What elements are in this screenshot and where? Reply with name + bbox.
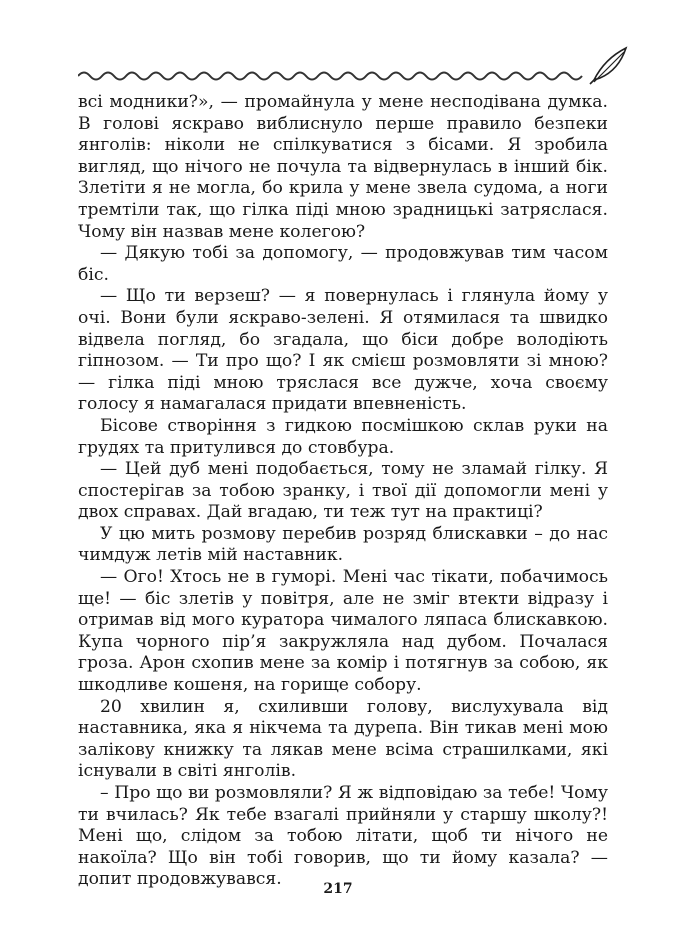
paragraph: Бісове створіння з гидкою посмішкою склав руки на грудях та притулився до стовбура. [78, 415, 608, 458]
feather-quill-icon [590, 48, 626, 84]
paragraph: 20 хвилин я, схиливши голову, вислухувала від наставника, яка я нікчема та дурепа. Він тикав мені мою залікову книжку та лякав мене всіма страшилками, які існували в світі янголів. [78, 696, 608, 782]
body-text [78, 92, 608, 891]
paragraph: – Про що ви розмовляли? Я ж відповідаю за тебе! Чому ти вчилась? Як тебе взагалі прийняли у старшу школу?! Мені що, слідом за тобою літати, щоб ти нічого не накоїла? Що він тобі говорив, що ти йому казала? — допит продовжувався. [78, 783, 608, 890]
page-number: 217 [323, 881, 353, 897]
wavy-line [78, 73, 582, 80]
paragraph: — Що ти верзеш? — я повернулась і глянула йому у очі. Вони були яскраво-зелені. Я отямилася та швидко відвела погляд, бо згадала, що біси добре володіють гіпнозом. — Ти про що? І як смієш розмовляти зі мною? — гілка піді мною тряслася все дужче, хоча своєму голосу я намагалася придати впевненість. [78, 286, 608, 415]
paragraph: всі модники?», — промайнула у мене несподівана думка. В голові яскраво виблиснуло перше правило безпеки янголів: ніколи не спілкуватися з бісами. Я зробила вигляд, що нічого не почула та відвернулась в інший бік. Злетіти я не могла, бо крила у мене звела судома, а ноги тремтіли так, що гілка піді мною зрадницькі затряслася. Чому він назвав мене колегою? [78, 92, 608, 242]
paragraph: — Цей дуб мені подобається, тому не зламай гілку. Я спостерігав за тобою зранку, і твої дії допомогли мені у двох справах. Дай вгадаю, ти теж тут на практиці? [78, 459, 608, 523]
paragraph: — Дякую тобі за допомогу, — продовжував тим часом біс. [78, 243, 608, 285]
paragraph: У цю мить розмову перебив розряд блискавки – до нас чимдуж летів мій наставник. [78, 523, 608, 566]
paragraph: — Ого! Хтось не в гуморі. Мені час тікати, побачимось ще! — біс злетів у повітря, але не зміг втекти відразу і отримав від мого куратора чималого ляпаса блискавкою. Купа чорного пір’я закружляла над дубом. Почалася гроза. Арон схопив мене за комір і потягнув за собою, як шкодливе кошеня, на горище собору. [78, 567, 608, 696]
header-ornament [78, 44, 630, 86]
